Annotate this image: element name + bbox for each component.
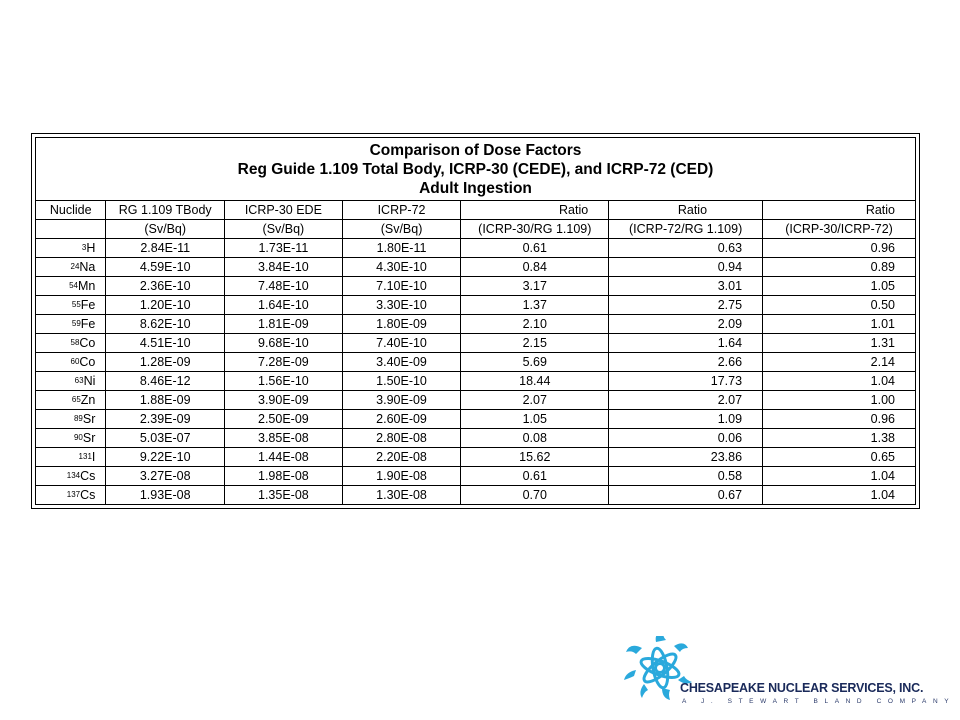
ratio-2-cell: 17.73: [609, 372, 763, 391]
icrp30-cell: 1.98E-08: [225, 467, 343, 486]
ratio-2-cell: 2.75: [609, 296, 763, 315]
header-row-units: [36, 220, 916, 239]
rg-tbody-cell: 1.28E-09: [106, 353, 225, 372]
rg-tbody-cell: 2.84E-11: [106, 239, 225, 258]
icrp72-cell: 7.10E-10: [342, 277, 461, 296]
ratio-1-cell: 0.61: [461, 467, 609, 486]
table-row: [36, 258, 916, 277]
header-ratio-2-desc: (ICRP-72/RG 1.109): [609, 220, 763, 239]
mass-number: 89: [73, 413, 83, 423]
icrp30-cell: 1.81E-09: [225, 315, 343, 334]
icrp72-cell: 7.40E-10: [342, 334, 461, 353]
icrp72-cell: 2.60E-09: [342, 410, 461, 429]
company-subtitle: A J. STEWART BLAND COMPANY: [682, 698, 956, 705]
ratio-1-cell: 15.62: [461, 448, 609, 467]
header-icrp72-units: (Sv/Bq): [342, 220, 461, 239]
element-symbol: Co: [79, 354, 96, 369]
element-symbol: Zn: [80, 392, 96, 407]
mass-number: 131: [78, 451, 92, 461]
element-symbol: Fe: [80, 297, 96, 312]
company-logo: [620, 636, 920, 706]
icrp30-cell: 3.85E-08: [225, 429, 343, 448]
nuclide-cell: [36, 258, 106, 277]
icrp72-cell: 1.90E-08: [342, 467, 461, 486]
table-row: [36, 429, 916, 448]
mass-number: 90: [73, 432, 83, 442]
mass-number: 134: [66, 470, 81, 480]
rg-tbody-cell: 2.39E-09: [106, 410, 225, 429]
icrp72-cell: 1.80E-09: [342, 315, 461, 334]
rg-tbody-cell: 4.59E-10: [106, 258, 225, 277]
header-ratio-1: Ratio: [461, 201, 609, 220]
ratio-1-cell: 2.10: [461, 315, 609, 334]
header-ratio-3: Ratio: [763, 201, 916, 220]
icrp30-cell: 3.84E-10: [225, 258, 343, 277]
rg-tbody-cell: 8.46E-12: [106, 372, 225, 391]
ratio-3-cell: 0.50: [763, 296, 916, 315]
ratio-2-cell: 0.06: [609, 429, 763, 448]
icrp30-cell: 1.73E-11: [225, 239, 343, 258]
icrp72-cell: 3.30E-10: [342, 296, 461, 315]
ratio-2-cell: 2.66: [609, 353, 763, 372]
mass-number: 60: [70, 356, 80, 366]
rg-tbody-cell: 4.51E-10: [106, 334, 225, 353]
table-row: [36, 467, 916, 486]
header-ratio-2: Ratio: [609, 201, 763, 220]
ratio-2-cell: 2.07: [609, 391, 763, 410]
ratio-1-cell: 0.08: [461, 429, 609, 448]
rg-tbody-cell: 3.27E-08: [106, 467, 225, 486]
element-symbol: Ni: [83, 373, 96, 388]
table-title: [36, 138, 916, 201]
table-row: [36, 315, 916, 334]
table-row: [36, 277, 916, 296]
ratio-3-cell: 0.89: [763, 258, 916, 277]
ratio-1-cell: 2.15: [461, 334, 609, 353]
icrp30-cell: 9.68E-10: [225, 334, 343, 353]
ratio-3-cell: 1.05: [763, 277, 916, 296]
element-symbol: H: [86, 240, 96, 255]
header-nuclide: Nuclide: [36, 201, 106, 220]
nuclide-cell: [36, 372, 106, 391]
mass-number: 3: [81, 242, 87, 252]
icrp30-cell: 1.35E-08: [225, 486, 343, 505]
ratio-1-cell: 3.17: [461, 277, 609, 296]
rg-tbody-cell: 8.62E-10: [106, 315, 225, 334]
header-icrp30-units: (Sv/Bq): [225, 220, 343, 239]
table-row: [36, 448, 916, 467]
header-row-top: [36, 201, 916, 220]
mass-number: 137: [66, 489, 81, 499]
ratio-3-cell: 1.01: [763, 315, 916, 334]
header-ratio-3-desc: (ICRP-30/ICRP-72): [763, 220, 916, 239]
table-row: [36, 410, 916, 429]
ratio-3-cell: 1.04: [763, 372, 916, 391]
element-symbol: Fe: [80, 316, 96, 331]
icrp30-cell: 2.50E-09: [225, 410, 343, 429]
ratio-2-cell: 0.94: [609, 258, 763, 277]
nuclide-cell: [36, 410, 106, 429]
ratio-3-cell: 0.96: [763, 410, 916, 429]
nuclide-cell: [36, 296, 106, 315]
table-row: [36, 391, 916, 410]
mass-number: 54: [69, 280, 79, 290]
mass-number: 59: [71, 318, 81, 328]
header-nuclide-units: [36, 220, 106, 239]
mass-number: 58: [70, 337, 80, 347]
nuclide-cell: [36, 334, 106, 353]
icrp30-cell: 7.28E-09: [225, 353, 343, 372]
rg-tbody-cell: 9.22E-10: [106, 448, 225, 467]
ratio-1-cell: 0.61: [461, 239, 609, 258]
table-row: [36, 372, 916, 391]
element-symbol: Sr: [82, 411, 96, 426]
ratio-3-cell: 2.14: [763, 353, 916, 372]
ratio-3-cell: 0.96: [763, 239, 916, 258]
nuclide-cell: [36, 486, 106, 505]
table-row: [36, 239, 916, 258]
ratio-3-cell: 1.00: [763, 391, 916, 410]
ratio-2-cell: 1.64: [609, 334, 763, 353]
dose-factor-table: [35, 137, 916, 505]
element-symbol: Cs: [80, 487, 96, 502]
element-symbol: Cs: [80, 468, 96, 483]
table-body: [36, 239, 916, 505]
element-symbol: Mn: [78, 278, 96, 293]
icrp72-cell: 3.40E-09: [342, 353, 461, 372]
table-row: [36, 486, 916, 505]
element-symbol: Co: [79, 335, 96, 350]
nuclide-cell: [36, 448, 106, 467]
title-line-1: Comparison of Dose Factors: [369, 142, 582, 159]
header-icrp30-ede: ICRP-30 EDE: [225, 201, 343, 220]
ratio-2-cell: 23.86: [609, 448, 763, 467]
mass-number: 24: [70, 261, 80, 271]
dose-factor-table-container: [31, 133, 920, 509]
nuclide-cell: [36, 315, 106, 334]
ratio-1-cell: 2.07: [461, 391, 609, 410]
ratio-3-cell: 1.31: [763, 334, 916, 353]
ratio-3-cell: 0.65: [763, 448, 916, 467]
ratio-1-cell: 5.69: [461, 353, 609, 372]
nuclide-cell: [36, 239, 106, 258]
icrp72-cell: 3.90E-09: [342, 391, 461, 410]
header-ratio-1-desc: (ICRP-30/RG 1.109): [461, 220, 609, 239]
icrp30-cell: 3.90E-09: [225, 391, 343, 410]
title-line-2: Reg Guide 1.109 Total Body, ICRP-30 (CEDE), and ICRP-72 (CED): [237, 161, 714, 178]
nuclide-cell: [36, 353, 106, 372]
table-row: [36, 353, 916, 372]
rg-tbody-cell: 1.88E-09: [106, 391, 225, 410]
nuclide-cell: [36, 391, 106, 410]
ratio-2-cell: 3.01: [609, 277, 763, 296]
icrp30-cell: 1.56E-10: [225, 372, 343, 391]
nuclide-cell: [36, 277, 106, 296]
ratio-2-cell: 1.09: [609, 410, 763, 429]
ratio-2-cell: 2.09: [609, 315, 763, 334]
ratio-1-cell: 1.05: [461, 410, 609, 429]
mass-number: 63: [74, 375, 84, 385]
title-line-3: Adult Ingestion: [419, 180, 532, 197]
header-rg-tbody: RG 1.109 TBody: [106, 201, 225, 220]
ratio-3-cell: 1.04: [763, 486, 916, 505]
icrp72-cell: 2.80E-08: [342, 429, 461, 448]
ratio-1-cell: 0.70: [461, 486, 609, 505]
mass-number: 55: [71, 299, 81, 309]
ratio-1-cell: 18.44: [461, 372, 609, 391]
header-icrp72: ICRP-72: [342, 201, 461, 220]
table-row: [36, 334, 916, 353]
nuclide-cell: [36, 429, 106, 448]
icrp30-cell: 1.44E-08: [225, 448, 343, 467]
ratio-2-cell: 0.63: [609, 239, 763, 258]
icrp72-cell: 1.50E-10: [342, 372, 461, 391]
icrp72-cell: 2.20E-08: [342, 448, 461, 467]
icrp30-cell: 7.48E-10: [225, 277, 343, 296]
nuclide-cell: [36, 467, 106, 486]
icrp72-cell: 1.30E-08: [342, 486, 461, 505]
ratio-3-cell: 1.04: [763, 467, 916, 486]
rg-tbody-cell: 1.93E-08: [106, 486, 225, 505]
rg-tbody-cell: 5.03E-07: [106, 429, 225, 448]
ratio-2-cell: 0.67: [609, 486, 763, 505]
header-rg-tbody-units: (Sv/Bq): [106, 220, 225, 239]
icrp30-cell: 1.64E-10: [225, 296, 343, 315]
table-row: [36, 296, 916, 315]
ratio-1-cell: 0.84: [461, 258, 609, 277]
rg-tbody-cell: 1.20E-10: [106, 296, 225, 315]
element-symbol: I: [91, 449, 96, 464]
ratio-2-cell: 0.58: [609, 467, 763, 486]
element-symbol: Sr: [82, 430, 96, 445]
ratio-3-cell: 1.38: [763, 429, 916, 448]
ratio-1-cell: 1.37: [461, 296, 609, 315]
company-name: CHESAPEAKE NUCLEAR SERVICES, INC.: [680, 681, 924, 695]
icrp72-cell: 4.30E-10: [342, 258, 461, 277]
rg-tbody-cell: 2.36E-10: [106, 277, 225, 296]
element-symbol: Na: [79, 259, 96, 274]
icrp72-cell: 1.80E-11: [342, 239, 461, 258]
mass-number: 65: [71, 394, 81, 404]
